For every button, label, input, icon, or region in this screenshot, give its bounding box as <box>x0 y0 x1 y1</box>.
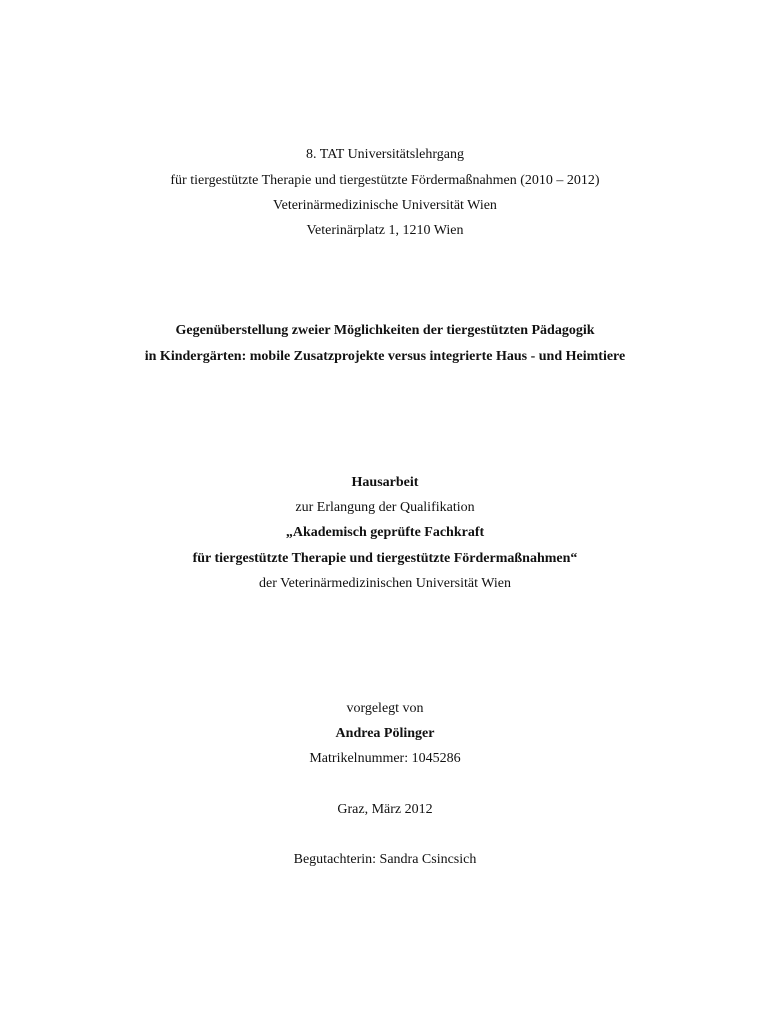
awarding-institution: der Veterinärmedizinischen Universität Wien <box>259 576 511 591</box>
thesis-type: Hausarbeit <box>351 475 419 490</box>
author-name: Andrea Pölinger <box>335 726 435 741</box>
place-and-date: Graz, März 2012 <box>337 802 433 817</box>
university-address: Veterinärplatz 1, 1210 Wien <box>306 223 464 238</box>
course-title: 8. TAT Universitätslehrgang <box>306 147 464 162</box>
submitted-by-label: vorgelegt von <box>346 701 424 716</box>
thesis-title-line-1: Gegenüberstellung zweier Möglichkeiten der tiergestützten Pädagogik <box>175 323 595 338</box>
program-name: für tiergestützte Therapie und tiergestützte Fördermaßnahmen (2010 – 2012) <box>170 173 600 188</box>
thesis-purpose: zur Erlangung der Qualifikation <box>295 500 475 515</box>
university-name: Veterinärmedizinische Universität Wien <box>273 198 497 213</box>
qualification-line-2: für tiergestützte Therapie und tiergestützte Fördermaßnahmen“ <box>192 551 578 566</box>
reviewer: Begutachterin: Sandra Csincsich <box>293 852 477 867</box>
matriculation-number: Matrikelnummer: 1045286 <box>309 751 461 766</box>
thesis-title-line-2: in Kindergärten: mobile Zusatzprojekte versus integrierte Haus - und Heimtiere <box>144 349 626 364</box>
qualification-line-1: „Akademisch geprüfte Fachkraft <box>285 525 485 540</box>
